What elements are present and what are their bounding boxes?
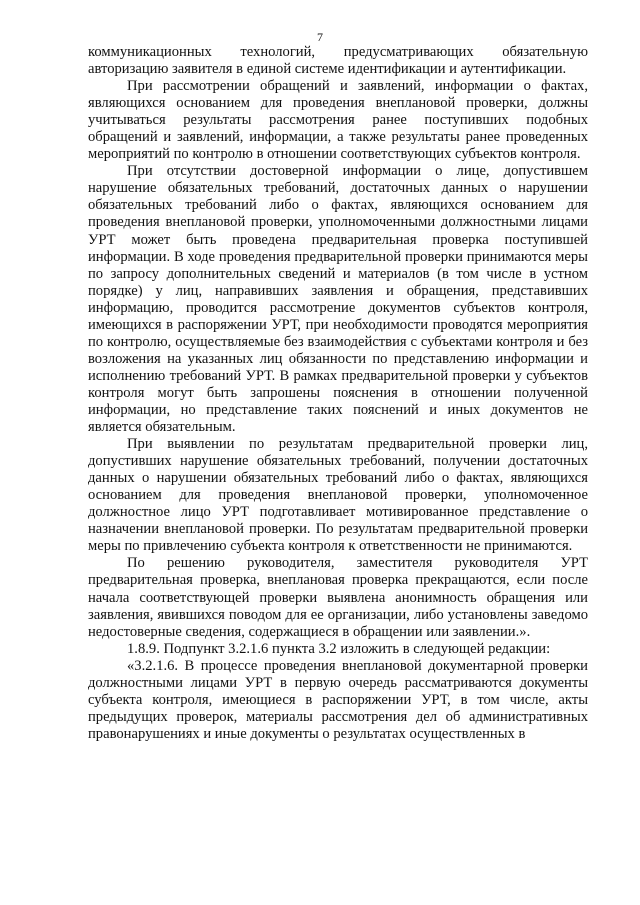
paragraph-subclause-3-2-1-6: «3.2.1.6. В процессе проведения внеплановой документарной проверки должностными лицами УРТ в первую очередь рассматриваются документы субъекта контроля, имеющиеся в распоряжении УРТ, в том числе, акты предыдущих проверок, материалы рассмотрения дел об административных правонарушениях и иные документы о результатах осуществленных в — [88, 657, 588, 742]
paragraph-consideration-of-appeals: При рассмотрении обращений и заявлений, информации о фактах, являющихся основанием для проведения внеплановой проверки, должны учитываться результаты рассмотрения ранее поступивших подобных обращений и заявлений, информации, а также результаты ранее проведенных мероприятий по контролю в отношении соответствующих субъектов контроля. — [88, 78, 588, 163]
document-body — [88, 44, 588, 743]
paragraph-amendment-1-8-9: 1.8.9. Подпункт 3.2.1.6 пункта 3.2 изложить в следующей редакции: — [127, 640, 551, 657]
paragraph-preliminary-check: При отсутствии достоверной информации о лице, допустившем нарушение обязательных требований, достаточных данных о нарушении обязательных требований либо о фактах, являющихся основанием для проведения внеплановой проверки, уполномоченными должностными лицами УРТ может быть проведена предварительная проверка поступившей информации. В ходе проведения предварительной проверки принимаются меры по запросу дополнительных сведений и материалов (в том числе в устном порядке) у лиц, направивших заявления и обращения, представивших информацию, проводится рассмотрение документов субъектов контроля, имеющихся в распоряжении УРТ, при необходимости проводятся мероприятия по контролю, осуществляемые без взаимодействия с субъектами контроля и без возложения на указанных лиц обязанности по представлению информации и исполнению требований УРТ. В рамках предварительной проверки у субъектов контроля могут быть запрошены пояснения в отношении полученной информации, но представление таких пояснений и иных документов не является обязательным. — [88, 163, 588, 436]
page-number: 7 — [317, 30, 323, 44]
paragraph-continuation: коммуникационных технологий, предусматривающих обязательную авторизацию заявителя в единой системе идентификации и аутентификации. — [88, 44, 588, 78]
paragraph-violation-detected: При выявлении по результатам предварительной проверки лиц, допустивших нарушение обязательных требований, получении достаточных данных о нарушении обязательных требований либо о фактах, являющихся основанием для проведения внеплановой проверки, уполномоченное должностное лицо УРТ подготавливает мотивированное представление о назначении внеплановой проверки. По результатам предварительной проверки меры по привлечению субъекта контроля к ответственности не принимаются. — [88, 436, 588, 555]
paragraph-termination-of-check: По решению руководителя, заместителя руководителя УРТ предварительная проверка, внеплановая проверка прекращаются, если после начала соответствующей проверки выявлена анонимность обращения или заявления, явившихся поводом для ее организации, либо установлены заведомо недостоверные сведения, содержащиеся в обращении или заявлении.». — [88, 555, 588, 640]
